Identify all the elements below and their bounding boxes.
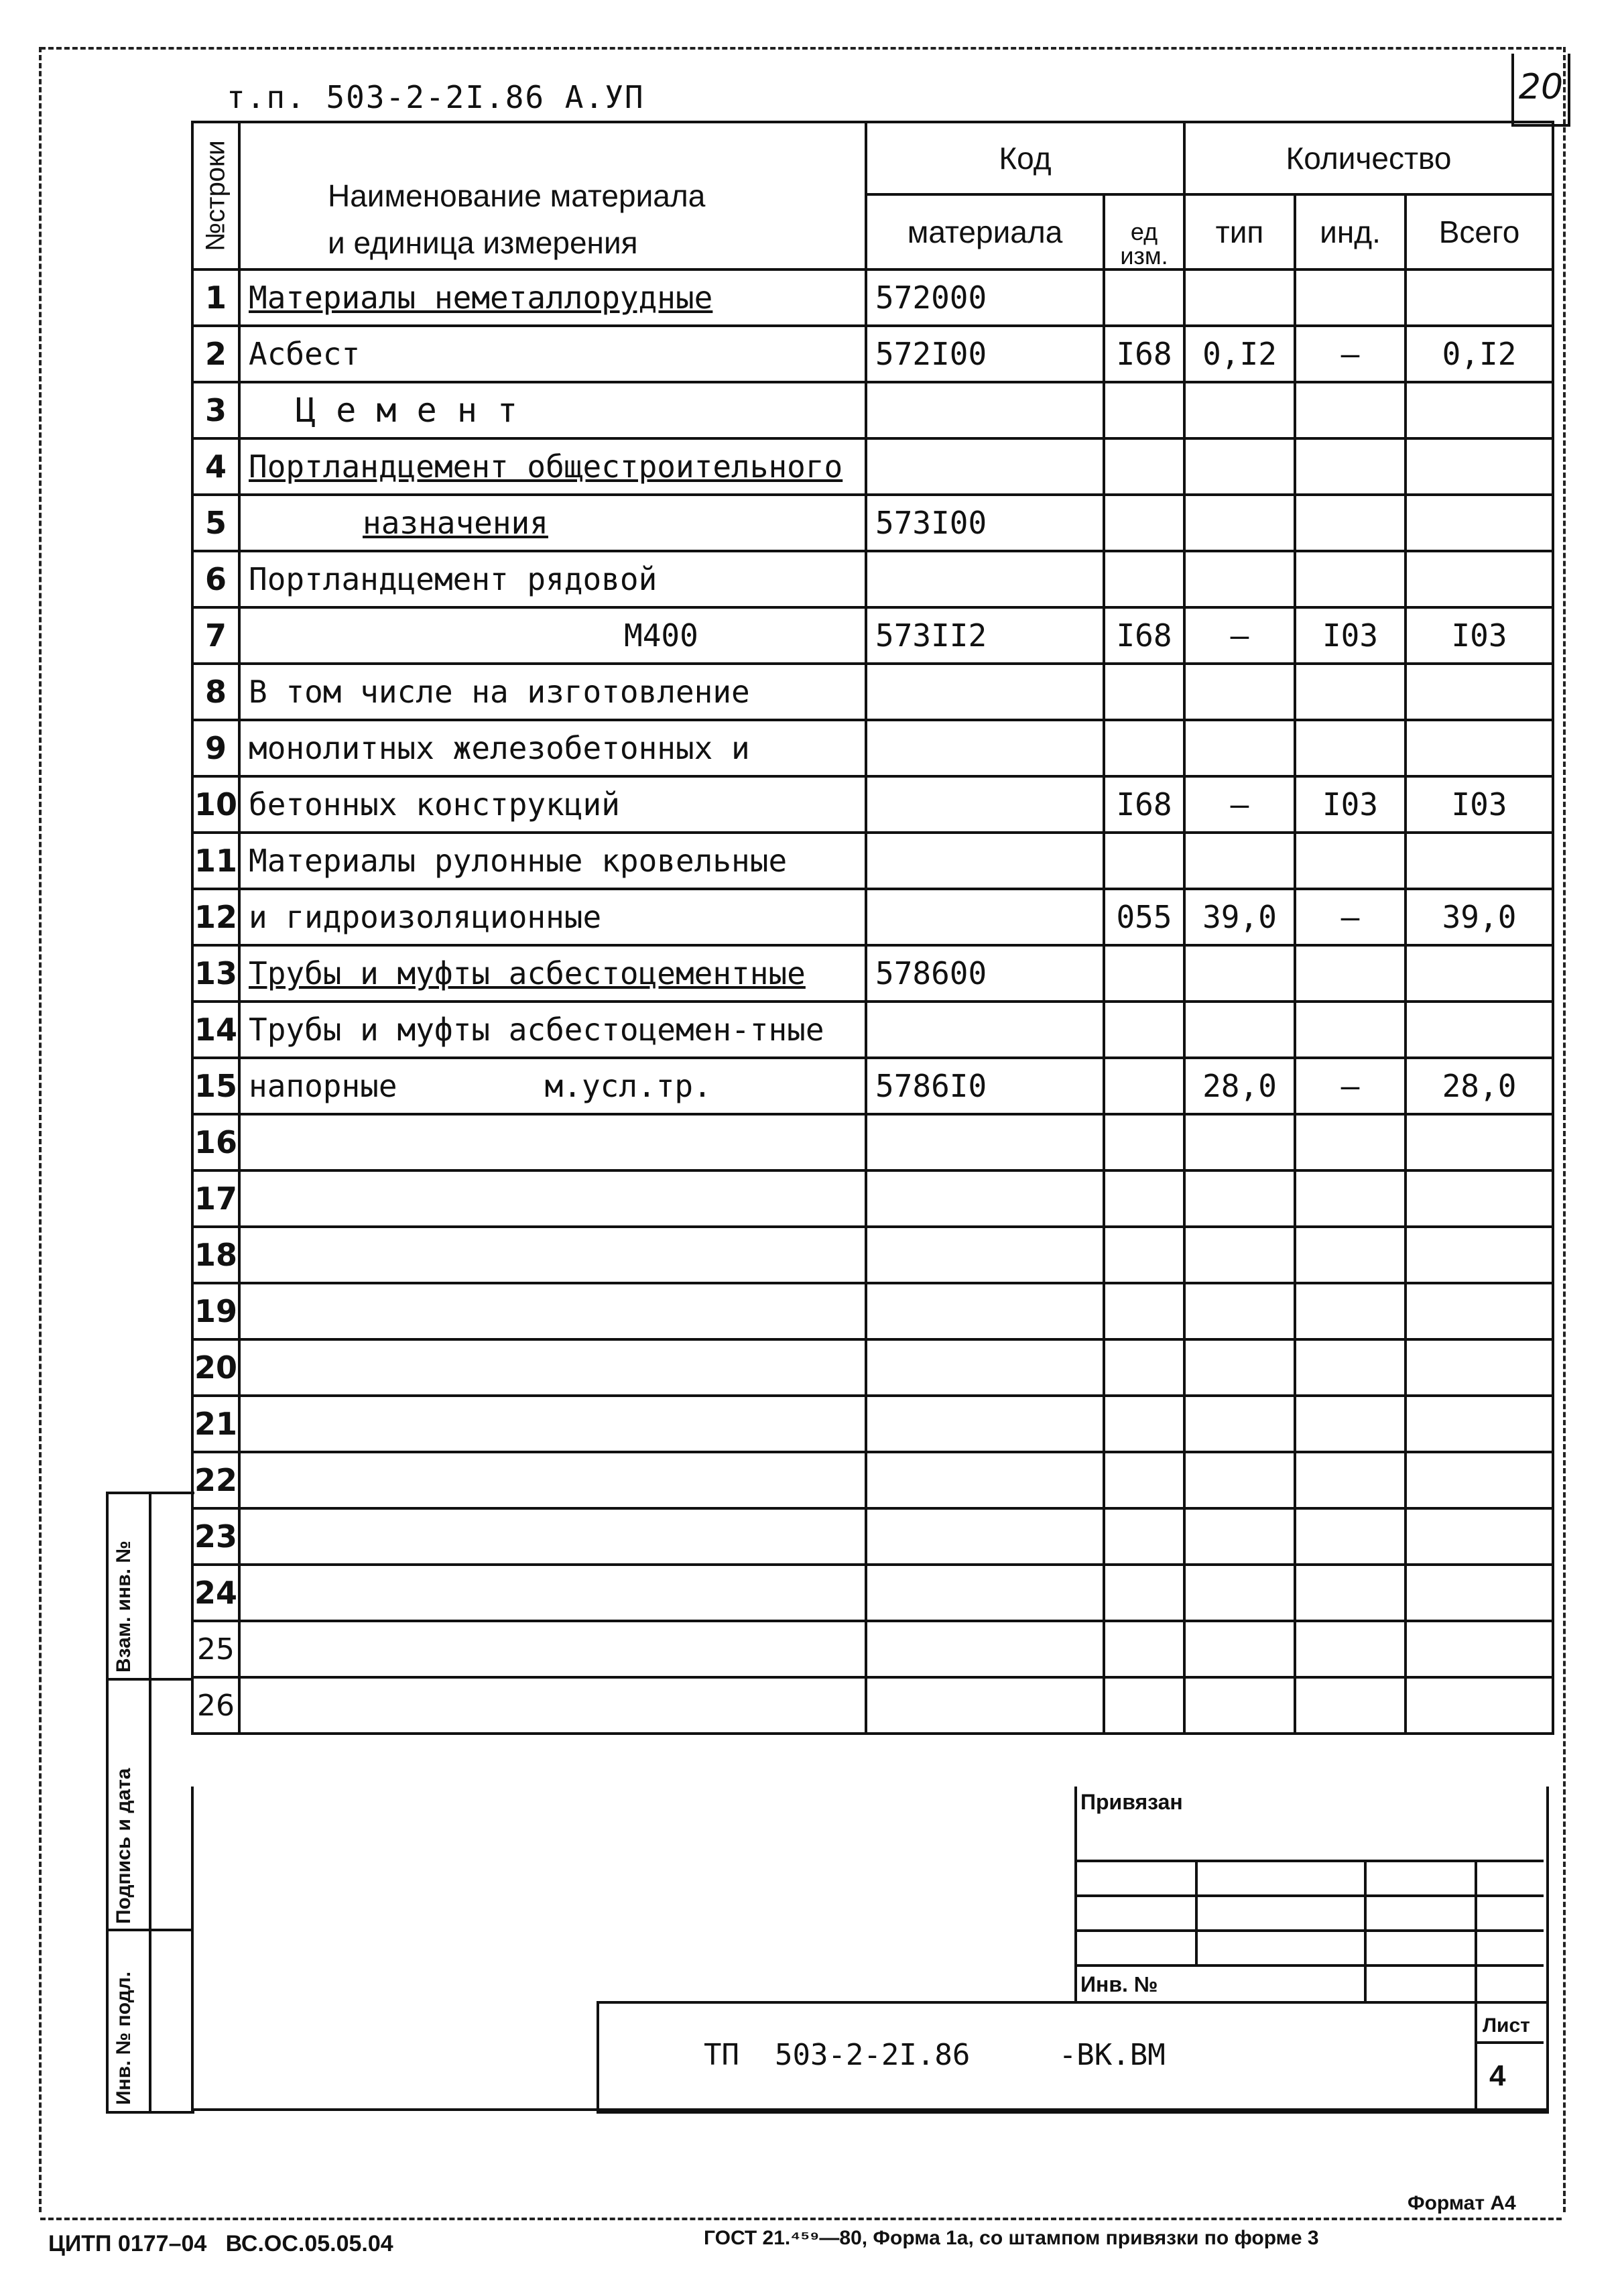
material-name-cell bbox=[239, 833, 866, 889]
qty-total-cell bbox=[1406, 495, 1553, 551]
qty-type-cell bbox=[1184, 382, 1295, 438]
material-name-cell bbox=[239, 776, 866, 833]
qty-type-cell bbox=[1184, 1227, 1295, 1283]
qty-type-cell bbox=[1184, 1170, 1295, 1227]
row-number-cell: 18 bbox=[192, 1227, 239, 1283]
row-number-cell: 23 bbox=[192, 1508, 239, 1565]
material-code-cell bbox=[866, 1452, 1104, 1508]
material-name-cell bbox=[239, 945, 866, 1002]
unit-code-cell bbox=[1104, 1452, 1184, 1508]
header-material-name bbox=[239, 122, 866, 269]
row-number-cell: 8 bbox=[192, 664, 239, 720]
qty-total-cell bbox=[1406, 664, 1553, 720]
qty-total-cell bbox=[1406, 1283, 1553, 1339]
qty-total-cell bbox=[1406, 1677, 1553, 1734]
row-number-cell: 26 bbox=[192, 1677, 239, 1734]
qty-type-cell: 39,0 bbox=[1184, 889, 1295, 945]
table-row bbox=[192, 1227, 1553, 1283]
qty-ind-cell bbox=[1295, 945, 1406, 1002]
material-name-cell bbox=[239, 438, 866, 495]
header-row-number-label: №строки bbox=[200, 140, 231, 251]
table-row bbox=[192, 1621, 1553, 1677]
format-label: Формат А4 bbox=[1408, 2192, 1516, 2214]
material-code-cell bbox=[866, 1565, 1104, 1621]
sheet-corner-number: 20 bbox=[1511, 54, 1570, 127]
qty-total-cell bbox=[1406, 1170, 1553, 1227]
row-number-cell: 3 bbox=[192, 382, 239, 438]
privyazan-vline-1 bbox=[1195, 1861, 1198, 1966]
qty-type-cell bbox=[1184, 1339, 1295, 1396]
document-reference: т.п. 503-2-2I.86 А.УП bbox=[227, 79, 645, 115]
qty-type-cell bbox=[1184, 1677, 1295, 1734]
material-code-cell bbox=[866, 1227, 1104, 1283]
qty-total-cell bbox=[1406, 1339, 1553, 1396]
header-code-material: материала bbox=[866, 194, 1104, 269]
qty-ind-cell bbox=[1295, 1002, 1406, 1058]
qty-ind-cell: – bbox=[1295, 326, 1406, 382]
qty-total-cell bbox=[1406, 1565, 1553, 1621]
qty-type-cell bbox=[1184, 1002, 1295, 1058]
table-row bbox=[192, 607, 1553, 664]
material-name-cell bbox=[239, 607, 866, 664]
footer-right: ГОСТ 21.⁴⁵⁹—80, Форма 1а, со штампом привязки по форме 3 bbox=[704, 2227, 1319, 2249]
qty-type-cell bbox=[1184, 1396, 1295, 1452]
material-name-cell bbox=[239, 1339, 866, 1396]
qty-ind-cell bbox=[1295, 382, 1406, 438]
qty-type-cell bbox=[1184, 1452, 1295, 1508]
table-row bbox=[192, 776, 1553, 833]
row-number-cell: 21 bbox=[192, 1396, 239, 1452]
row-number-cell: 4 bbox=[192, 438, 239, 495]
row-number-cell: 16 bbox=[192, 1114, 239, 1170]
frame-right-line bbox=[1563, 47, 1566, 2212]
unit-code-cell: I68 bbox=[1104, 326, 1184, 382]
qty-ind-cell bbox=[1295, 664, 1406, 720]
unit-code-cell bbox=[1104, 1677, 1184, 1734]
header-quantity-group: Количество bbox=[1184, 122, 1553, 194]
unit-code-cell bbox=[1104, 1170, 1184, 1227]
header-code-unit-label: ед изм. bbox=[1120, 218, 1168, 269]
document-code: ТП 503-2-2I.86 -ВК.ВМ bbox=[704, 2038, 1166, 2072]
qty-type-cell: 28,0 bbox=[1184, 1058, 1295, 1114]
qty-ind-cell: I03 bbox=[1295, 607, 1406, 664]
row-number-cell: 25 bbox=[192, 1621, 239, 1677]
qty-type-cell bbox=[1184, 1565, 1295, 1621]
privyazan-line-1 bbox=[1074, 1860, 1544, 1862]
material-name-cell bbox=[239, 1565, 866, 1621]
qty-total-cell bbox=[1406, 269, 1553, 326]
qty-type-cell bbox=[1184, 269, 1295, 326]
privyazan-label: Привязан bbox=[1080, 1790, 1183, 1814]
table-row bbox=[192, 1396, 1553, 1452]
material-name-cell bbox=[239, 664, 866, 720]
material-code-cell: 578600 bbox=[866, 945, 1104, 1002]
table-row bbox=[192, 664, 1553, 720]
material-name-text: Портландцемент рядовой bbox=[249, 561, 658, 597]
header-code-unit bbox=[1104, 194, 1184, 269]
qty-total-cell: 39,0 bbox=[1406, 889, 1553, 945]
unit-code-cell bbox=[1104, 1565, 1184, 1621]
qty-ind-cell bbox=[1295, 1170, 1406, 1227]
table-row bbox=[192, 889, 1553, 945]
row-number-cell: 1 bbox=[192, 269, 239, 326]
table-row bbox=[192, 495, 1553, 551]
qty-type-cell bbox=[1184, 438, 1295, 495]
side-vzam-label: Взам. инв. № bbox=[113, 1540, 135, 1673]
unit-code-cell bbox=[1104, 551, 1184, 607]
material-name-cell bbox=[239, 1058, 866, 1114]
material-code-cell bbox=[866, 382, 1104, 438]
material-code-cell: 573II2 bbox=[866, 607, 1104, 664]
row-number-cell: 17 bbox=[192, 1170, 239, 1227]
material-name-text: и гидроизоляционные bbox=[249, 899, 602, 935]
qty-ind-cell bbox=[1295, 1114, 1406, 1170]
qty-ind-cell bbox=[1295, 1677, 1406, 1734]
side-strip-divider bbox=[149, 1492, 151, 2111]
qty-type-cell bbox=[1184, 495, 1295, 551]
material-name-text: Асбест bbox=[249, 336, 361, 372]
table-row bbox=[192, 945, 1553, 1002]
privyazan-line-3 bbox=[1074, 1929, 1544, 1932]
material-code-cell bbox=[866, 776, 1104, 833]
table-row bbox=[192, 1452, 1553, 1508]
frame-left-line bbox=[39, 47, 42, 2212]
unit-code-cell bbox=[1104, 1283, 1184, 1339]
material-name-cell bbox=[239, 1452, 866, 1508]
qty-type-cell bbox=[1184, 551, 1295, 607]
row-number-cell: 14 bbox=[192, 1002, 239, 1058]
unit-code-cell: 055 bbox=[1104, 889, 1184, 945]
table-row bbox=[192, 1283, 1553, 1339]
row-number-cell: 9 bbox=[192, 720, 239, 776]
qty-type-cell: 0,I2 bbox=[1184, 326, 1295, 382]
material-code-cell bbox=[866, 1339, 1104, 1396]
qty-ind-cell bbox=[1295, 1283, 1406, 1339]
qty-total-cell bbox=[1406, 1621, 1553, 1677]
table-row bbox=[192, 382, 1553, 438]
material-code-cell bbox=[866, 720, 1104, 776]
side-podpis-label: Подпись и дата bbox=[113, 1768, 135, 1924]
material-name-cell bbox=[239, 720, 866, 776]
unit-code-cell: I68 bbox=[1104, 776, 1184, 833]
unit-code-cell bbox=[1104, 1002, 1184, 1058]
material-name-cell bbox=[239, 1002, 866, 1058]
material-name-cell bbox=[239, 495, 866, 551]
list-label-line bbox=[1475, 2041, 1544, 2044]
table-row bbox=[192, 1114, 1553, 1170]
qty-ind-cell: I03 bbox=[1295, 776, 1406, 833]
material-name-cell bbox=[239, 1114, 866, 1170]
row-number-cell: 6 bbox=[192, 551, 239, 607]
material-name-cell bbox=[239, 1283, 866, 1339]
material-name-cell bbox=[239, 269, 866, 326]
qty-total-cell bbox=[1406, 1114, 1553, 1170]
list-label: Лист bbox=[1483, 2014, 1530, 2037]
unit-code-cell bbox=[1104, 1227, 1184, 1283]
side-inv-podl-label: Инв. № подл. bbox=[113, 1971, 135, 2105]
header-qty-total: Всего bbox=[1406, 194, 1553, 269]
qty-ind-cell bbox=[1295, 1396, 1406, 1452]
qty-total-cell: 28,0 bbox=[1406, 1058, 1553, 1114]
material-name-text: М400 bbox=[624, 617, 698, 654]
row-number-cell: 12 bbox=[192, 889, 239, 945]
qty-type-cell: – bbox=[1184, 607, 1295, 664]
table-row bbox=[192, 326, 1553, 382]
material-code-cell bbox=[866, 664, 1104, 720]
header-qty-type: тип bbox=[1184, 194, 1295, 269]
qty-total-cell bbox=[1406, 382, 1553, 438]
material-code-cell bbox=[866, 1114, 1104, 1170]
qty-ind-cell bbox=[1295, 438, 1406, 495]
material-name-cell bbox=[239, 1396, 866, 1452]
material-name-text: напорные bbox=[249, 1068, 397, 1104]
material-name-cell bbox=[239, 1227, 866, 1283]
table-row bbox=[192, 833, 1553, 889]
unit-code-cell: I68 bbox=[1104, 607, 1184, 664]
table-row bbox=[192, 1339, 1553, 1396]
table-row bbox=[192, 1170, 1553, 1227]
qty-ind-cell bbox=[1295, 1452, 1406, 1508]
header-row-number bbox=[192, 122, 239, 269]
qty-ind-cell bbox=[1295, 1621, 1406, 1677]
material-name-text: монолитных железобетонных и bbox=[249, 730, 750, 766]
material-name-text: бетонных конструкций bbox=[249, 786, 620, 823]
row-number-cell: 2 bbox=[192, 326, 239, 382]
unit-code-cell bbox=[1104, 1114, 1184, 1170]
row-number-cell: 15 bbox=[192, 1058, 239, 1114]
frame-bottom-line bbox=[40, 2218, 1562, 2220]
qty-ind-cell bbox=[1295, 1508, 1406, 1565]
qty-type-cell bbox=[1184, 1621, 1295, 1677]
materials-table bbox=[191, 121, 1554, 1735]
qty-ind-cell bbox=[1295, 1565, 1406, 1621]
material-code-cell: 572000 bbox=[866, 269, 1104, 326]
row-number-cell: 13 bbox=[192, 945, 239, 1002]
privyazan-line-2 bbox=[1074, 1894, 1544, 1897]
material-name-text: назначения bbox=[363, 505, 548, 541]
material-name-cell bbox=[239, 551, 866, 607]
material-name-cell bbox=[239, 1170, 866, 1227]
qty-type-cell bbox=[1184, 833, 1295, 889]
privyazan-vline-2 bbox=[1364, 1861, 1367, 2001]
material-code-cell bbox=[866, 1002, 1104, 1058]
qty-ind-cell bbox=[1295, 720, 1406, 776]
material-name-cell bbox=[239, 382, 866, 438]
qty-ind-cell bbox=[1295, 833, 1406, 889]
qty-ind-cell bbox=[1295, 269, 1406, 326]
header-qty-ind: инд. bbox=[1295, 194, 1406, 269]
unit-code-cell bbox=[1104, 664, 1184, 720]
material-name-text: Портландцемент общестроительного bbox=[249, 448, 843, 485]
qty-total-cell bbox=[1406, 438, 1553, 495]
qty-total-cell bbox=[1406, 1452, 1553, 1508]
qty-ind-cell bbox=[1295, 551, 1406, 607]
material-code-cell bbox=[866, 1283, 1104, 1339]
unit-code-cell bbox=[1104, 1058, 1184, 1114]
qty-total-cell bbox=[1406, 1227, 1553, 1283]
inv-no-label: Инв. № bbox=[1080, 1972, 1158, 1996]
qty-type-cell bbox=[1184, 1508, 1295, 1565]
table-row bbox=[192, 1002, 1553, 1058]
table-row bbox=[192, 720, 1553, 776]
qty-total-cell bbox=[1406, 1508, 1553, 1565]
material-code-cell bbox=[866, 1621, 1104, 1677]
frame-top-line bbox=[40, 47, 1562, 50]
unit-code-cell bbox=[1104, 945, 1184, 1002]
unit-code-cell bbox=[1104, 382, 1184, 438]
unit-code-cell bbox=[1104, 1508, 1184, 1565]
material-name-cell bbox=[239, 1677, 866, 1734]
unit-code-cell bbox=[1104, 495, 1184, 551]
qty-total-cell bbox=[1406, 720, 1553, 776]
row-number-cell: 10 bbox=[192, 776, 239, 833]
row-number-cell: 7 bbox=[192, 607, 239, 664]
material-unit-text: м.усл.тр. bbox=[544, 1068, 712, 1104]
table-row bbox=[192, 1058, 1553, 1114]
qty-ind-cell: – bbox=[1295, 1058, 1406, 1114]
material-code-cell bbox=[866, 1508, 1104, 1565]
qty-type-cell bbox=[1184, 664, 1295, 720]
unit-code-cell bbox=[1104, 833, 1184, 889]
qty-type-cell bbox=[1184, 1283, 1295, 1339]
table-row bbox=[192, 1508, 1553, 1565]
row-number-cell: 5 bbox=[192, 495, 239, 551]
material-name-cell bbox=[239, 1508, 866, 1565]
qty-ind-cell bbox=[1295, 1339, 1406, 1396]
row-number-cell: 19 bbox=[192, 1283, 239, 1339]
unit-code-cell bbox=[1104, 1621, 1184, 1677]
qty-ind-cell: – bbox=[1295, 889, 1406, 945]
qty-total-cell: 0,I2 bbox=[1406, 326, 1553, 382]
list-value: 4 bbox=[1489, 2059, 1506, 2092]
privyazan-line-4 bbox=[1074, 1964, 1544, 1967]
table-row bbox=[192, 269, 1553, 326]
qty-type-cell: – bbox=[1184, 776, 1295, 833]
material-name-text: Материалы рулонные кровельные bbox=[249, 843, 788, 879]
material-name-text: Материалы неметаллорудные bbox=[249, 280, 713, 316]
row-number-cell: 11 bbox=[192, 833, 239, 889]
list-block-divider bbox=[1475, 2001, 1477, 2111]
qty-total-cell bbox=[1406, 551, 1553, 607]
table-row bbox=[192, 551, 1553, 607]
qty-type-cell bbox=[1184, 720, 1295, 776]
qty-ind-cell bbox=[1295, 495, 1406, 551]
material-name-text: Трубы и муфты асбестоцемен-тные bbox=[249, 1012, 824, 1048]
privyazan-vline-3 bbox=[1475, 1861, 1477, 2001]
material-code-cell bbox=[866, 833, 1104, 889]
unit-code-cell bbox=[1104, 1339, 1184, 1396]
side-strip-line-1 bbox=[106, 1678, 193, 1681]
qty-total-cell bbox=[1406, 1396, 1553, 1452]
row-number-cell: 24 bbox=[192, 1565, 239, 1621]
unit-code-cell bbox=[1104, 269, 1184, 326]
qty-total-cell bbox=[1406, 833, 1553, 889]
material-code-cell: 572I00 bbox=[866, 326, 1104, 382]
qty-ind-cell bbox=[1295, 1227, 1406, 1283]
table-row bbox=[192, 1565, 1553, 1621]
material-name-cell bbox=[239, 889, 866, 945]
qty-total-cell bbox=[1406, 1002, 1553, 1058]
header-code-group: Код bbox=[866, 122, 1184, 194]
material-name-cell bbox=[239, 326, 866, 382]
row-number-cell: 20 bbox=[192, 1339, 239, 1396]
material-name-text: В том числе на изготовление bbox=[249, 674, 750, 710]
qty-total-cell bbox=[1406, 945, 1553, 1002]
row-number-cell: 22 bbox=[192, 1452, 239, 1508]
material-code-cell bbox=[866, 1677, 1104, 1734]
unit-code-cell bbox=[1104, 1396, 1184, 1452]
material-code-cell: 5786I0 bbox=[866, 1058, 1104, 1114]
material-name-cell bbox=[239, 1621, 866, 1677]
unit-code-cell bbox=[1104, 438, 1184, 495]
material-code-cell bbox=[866, 1170, 1104, 1227]
footer-left: ЦИТП 0177–04 ВС.ОС.05.05.04 bbox=[48, 2231, 393, 2256]
unit-code-cell bbox=[1104, 720, 1184, 776]
qty-total-cell: I03 bbox=[1406, 607, 1553, 664]
material-code-cell bbox=[866, 1396, 1104, 1452]
material-code-cell bbox=[866, 889, 1104, 945]
material-name-text: Трубы и муфты асбестоцементные bbox=[249, 955, 806, 991]
material-name-text: Ц е м е н т bbox=[296, 391, 518, 430]
qty-type-cell bbox=[1184, 945, 1295, 1002]
table-row bbox=[192, 438, 1553, 495]
qty-total-cell: I03 bbox=[1406, 776, 1553, 833]
header-material-name-label: Наименование материала и единица измерения bbox=[328, 178, 706, 260]
material-code-cell: 573I00 bbox=[866, 495, 1104, 551]
material-code-cell bbox=[866, 438, 1104, 495]
table-row bbox=[192, 1677, 1553, 1734]
qty-type-cell bbox=[1184, 1114, 1295, 1170]
material-code-cell bbox=[866, 551, 1104, 607]
side-strip-line-2 bbox=[106, 1929, 193, 1931]
